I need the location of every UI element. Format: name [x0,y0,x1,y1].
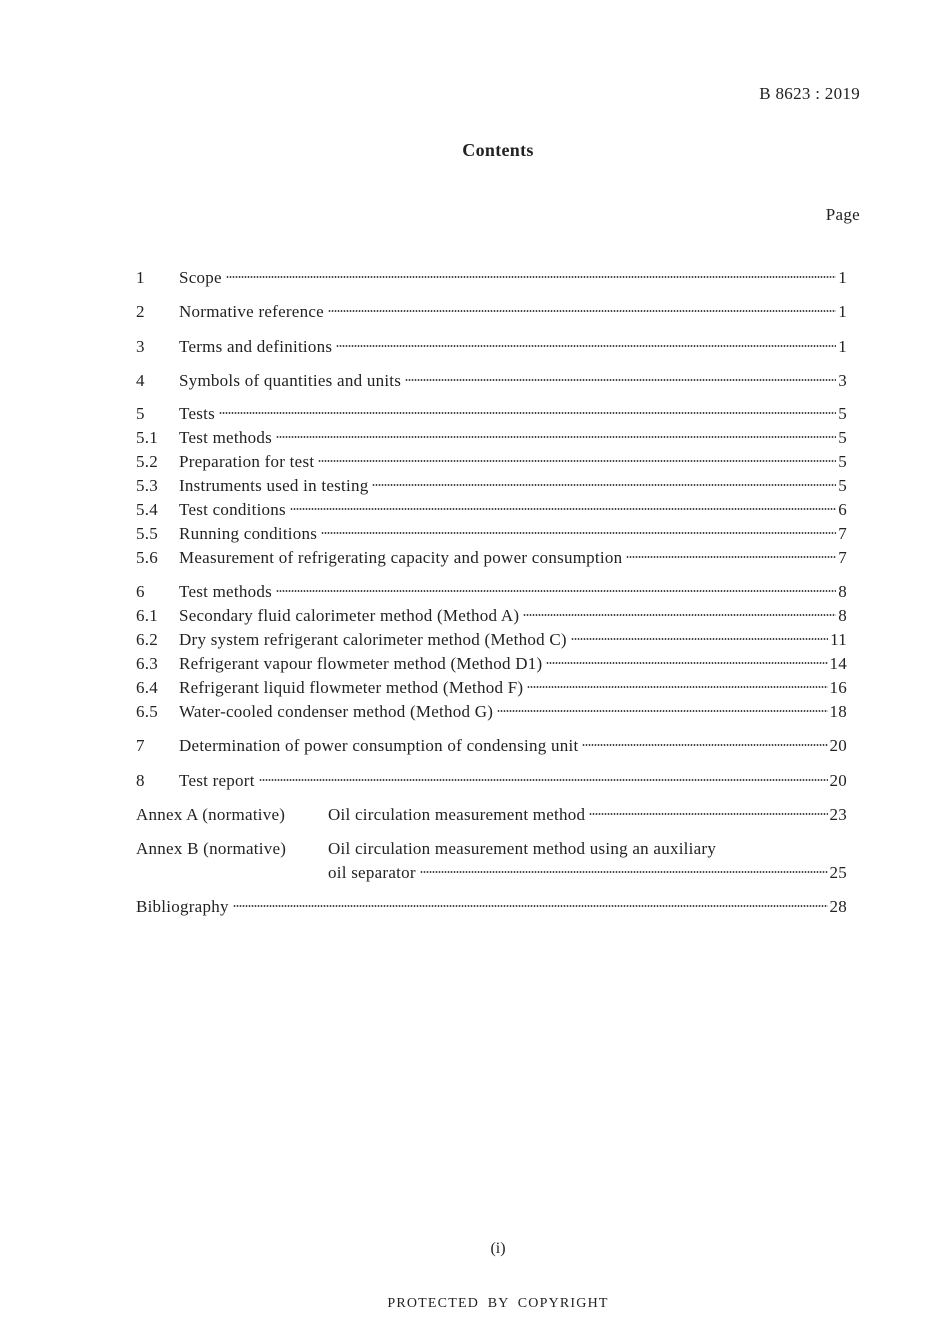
toc-entry-number: 6.5 [136,702,158,721]
toc-entry[interactable] [136,700,847,724]
toc-entry-number: 5.3 [136,476,158,495]
toc-entry[interactable] [136,652,847,676]
page-column-label: Page [825,205,860,224]
annex-label: Annex B (normative) [136,839,287,858]
page-title: Contents [462,140,534,160]
toc-entry-page: 20 [829,736,847,755]
dot-leader [546,662,827,664]
toc-entry[interactable] [136,769,847,793]
toc-entry-number: 6.1 [136,606,158,625]
toc-entry-page: 11 [830,630,847,649]
dot-leader [336,345,836,347]
dot-leader [589,813,827,815]
toc-entry[interactable] [136,450,847,474]
toc-entry-title: Preparation for test [179,452,315,471]
toc-entry-page: 1 [838,268,847,287]
toc-entry-page: 14 [829,654,847,673]
toc-entry[interactable] [136,266,847,290]
toc-entry-title: Water-cooled condenser method (Method G) [179,702,494,721]
toc-bibliography[interactable] [136,895,847,919]
dot-leader [233,905,828,907]
dot-leader [582,744,827,746]
dot-leader [497,710,827,712]
toc-entry-title: Symbols of quantities and units [179,371,402,390]
toc-entry-page: 5 [838,404,847,423]
toc-entry-number: 5.4 [136,500,158,519]
dot-leader [626,556,836,558]
toc-entry-title: Refrigerant liquid flowmeter method (Method F) [179,678,524,697]
toc-entry-page: 23 [829,805,847,824]
dot-leader [321,532,836,534]
table-of-contents [136,0,847,1343]
toc-entry-page: 5 [838,452,847,471]
page-folio: (i) [490,1240,506,1257]
toc-entry-page: 6 [838,500,847,519]
toc-entry-title: Tests [179,404,215,423]
toc-entry-page: 3 [838,371,847,390]
toc-entry[interactable] [136,300,847,324]
toc-entry-number: 6.4 [136,678,158,697]
toc-entry-title: Oil circulation measurement method using an auxiliary [328,839,717,858]
toc-entry[interactable] [136,604,847,628]
toc-entry-page: 8 [838,606,847,625]
dot-leader [523,614,836,616]
dot-leader [290,508,836,510]
toc-entry[interactable] [136,498,847,522]
dot-leader [276,436,836,438]
toc-entry-number: 5.1 [136,428,158,447]
toc-entry-page: 5 [838,476,847,495]
toc-entry-number: 4 [136,371,145,390]
toc-entry-page: 5 [838,428,847,447]
document-number: B 8623 : 2019 [759,84,860,103]
toc-entry-number: 6 [136,582,145,601]
dot-leader [226,276,836,278]
toc-entry-page: 18 [829,702,847,721]
toc-entry[interactable] [136,369,847,393]
dot-leader [405,379,836,381]
toc-entry-number: 5.6 [136,548,158,567]
toc-entry-number: 3 [136,337,145,356]
toc-entry-title: Measurement of refrigerating capacity and power consumption [179,548,623,567]
toc-entry[interactable] [136,580,847,604]
toc-entry-page: 20 [829,771,847,790]
toc-entry-title: Running conditions [179,524,318,543]
toc-entry-title: Bibliography [136,897,229,916]
toc-entry[interactable] [136,676,847,700]
toc-entry-page: 1 [838,302,847,321]
toc-entry-title-continued: oil separator [328,863,416,882]
toc-entry-number: 5 [136,404,145,423]
toc-entry-title: Secondary fluid calorimeter method (Method A) [179,606,520,625]
dot-leader [372,484,836,486]
dot-leader [276,590,836,592]
toc-entry[interactable] [136,402,847,426]
toc-entry-number: 6.3 [136,654,158,673]
dot-leader [318,460,836,462]
dot-leader [527,686,827,688]
toc-entry[interactable] [136,335,847,359]
toc-entry[interactable] [136,522,847,546]
toc-entry-title: Normative reference [179,302,324,321]
toc-entry-title: Determination of power consumption of condensing unit [179,736,579,755]
toc-entry-number: 2 [136,302,145,321]
dot-leader [420,871,828,873]
toc-entry-page: 8 [838,582,847,601]
toc-entry-title: Scope [179,268,222,287]
toc-entry-page: 16 [829,678,847,697]
toc-entry-number: 8 [136,771,145,790]
toc-entry-title: Instruments used in testing [179,476,369,495]
toc-entry-number: 5.5 [136,524,158,543]
toc-annex-b-continuation[interactable] [136,861,847,885]
toc-entry[interactable] [136,546,847,570]
toc-entry-number: 1 [136,268,145,287]
toc-annex-b[interactable] [136,837,847,861]
toc-entry-title: Terms and definitions [179,337,333,356]
dot-leader [328,310,836,312]
copyright-notice: PROTECTED BY COPYRIGHT [387,1296,609,1311]
toc-entry-title: Test conditions [179,500,286,519]
toc-entry-page: 7 [838,548,847,567]
toc-entry-title: Oil circulation measurement method [328,805,586,824]
toc-entry-title: Test report [179,771,255,790]
dot-leader [259,779,828,781]
toc-entry-page: 7 [838,524,847,543]
toc-entry-title: Test methods [179,428,272,447]
toc-entry[interactable] [136,426,847,450]
toc-entry-title: Dry system refrigerant calorimeter method (Method C) [179,630,567,649]
toc-entry-page: 1 [838,337,847,356]
toc-entry-number: 6.2 [136,630,158,649]
annex-label: Annex A (normative) [136,805,286,824]
dot-leader [571,638,828,640]
toc-entry-page: 28 [829,897,847,916]
toc-entry-number: 5.2 [136,452,158,471]
toc-entry[interactable] [136,734,847,758]
toc-entry-title: Test methods [179,582,272,601]
toc-entry[interactable] [136,628,847,652]
toc-annex-a[interactable] [136,803,847,827]
dot-leader [219,412,836,414]
toc-entry[interactable] [136,474,847,498]
toc-entry-number: 7 [136,736,145,755]
toc-entry-page: 25 [829,863,847,882]
toc-entry-title: Refrigerant vapour flowmeter method (Method D1) [179,654,543,673]
